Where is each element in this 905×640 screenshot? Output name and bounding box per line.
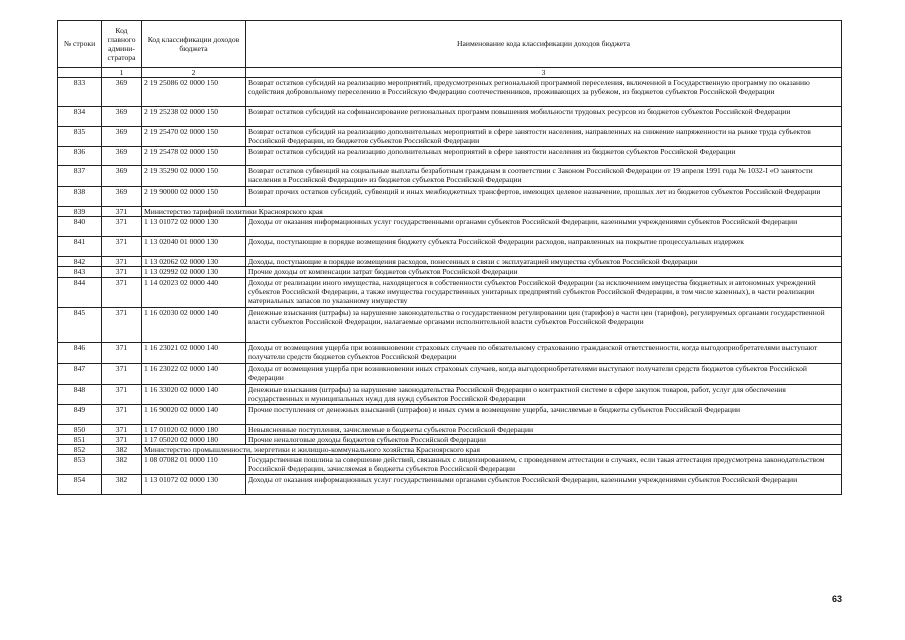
- classification-code-cell: 2 19 25470 02 0000 150: [142, 127, 246, 147]
- row-number-cell: 854: [58, 475, 102, 495]
- classification-code-cell: 2 19 90000 02 0000 150: [142, 187, 246, 207]
- admin-code-cell: 371: [102, 307, 142, 342]
- table-row: [58, 363, 842, 384]
- row-number-cell: 845: [58, 307, 102, 342]
- row-number-cell: 850: [58, 424, 102, 434]
- table-row: [58, 434, 842, 444]
- classification-code-cell: 1 13 01072 02 0000 130: [142, 217, 246, 237]
- row-number-cell: 842: [58, 257, 102, 267]
- column-number-3: 3: [246, 68, 842, 78]
- table-row: [58, 107, 842, 127]
- classification-code-cell: 1 16 23021 02 0000 140: [142, 342, 246, 363]
- code-name-cell: Доходы от реализации иного имущества, находящегося в собственности субъектов Российской Федерации (за исключением имущества бюджетных и автономных учреждений субъектов Российской Федерации, а также имущества государственных унитарных предприятий субъектов Российской Федерации, в том числе казенных), в части реализации материальных запасов по указанному имуществу: [246, 277, 842, 307]
- ministry-name-cell: Министерство промышленности, энергетики и жилищно-коммунального хозяйства Красноярского края: [142, 445, 842, 455]
- row-number-cell: 836: [58, 147, 102, 166]
- admin-code-cell: 382: [102, 445, 142, 455]
- header-classification-code: Код классификации доходов бюджета: [142, 21, 246, 68]
- column-number-2: 2: [142, 68, 246, 78]
- header-code-name: Наименование кода классификации доходов бюджета: [246, 21, 842, 68]
- table-row: [58, 166, 842, 187]
- code-name-cell: Доходы от оказания информационных услуг государственными органами субъектов Российской Федерации, казенными учреждениями субъектов Российской Федерации: [246, 475, 842, 495]
- row-number-cell: 852: [58, 445, 102, 455]
- row-number-cell: 833: [58, 78, 102, 107]
- code-name-cell: Доходы от возмещения ущерба при возникновении страховых случаев по обязательному страхованию гражданской ответственности, когда выгодоприобретателями выступают получатели средств бюджетов субъектов Российской Федерации: [246, 342, 842, 363]
- classification-code-cell: 1 08 07082 01 0000 110: [142, 455, 246, 475]
- row-number-cell: 847: [58, 363, 102, 384]
- row-number-cell: 849: [58, 404, 102, 424]
- table-row: [58, 237, 842, 257]
- classification-code-cell: 1 13 02040 01 0000 130: [142, 237, 246, 257]
- row-number-cell: 839: [58, 207, 102, 217]
- row-number-cell: 838: [58, 187, 102, 207]
- admin-code-cell: 369: [102, 187, 142, 207]
- column-number-1: 1: [102, 68, 142, 78]
- code-name-cell: Доходы, поступающие в порядке возмещения расходов, понесенных в связи с эксплуатацией имущества субъектов Российской Федерации: [246, 257, 842, 267]
- admin-code-cell: 369: [102, 166, 142, 187]
- table-row: [58, 257, 842, 267]
- classification-code-cell: 2 19 25086 02 0000 150: [142, 78, 246, 107]
- code-name-cell: Возврат остатков субсидий на софинансирование региональных программ повышения мобильности трудовых ресурсов из бюджетов субъектов Российской Федерации: [246, 107, 842, 127]
- classification-code-cell: 1 16 02030 02 0000 140: [142, 307, 246, 342]
- classification-code-cell: 1 16 90020 02 0000 140: [142, 404, 246, 424]
- table-row: [58, 147, 842, 166]
- row-number-cell: 853: [58, 455, 102, 475]
- classification-code-cell: 1 17 05020 02 0000 180: [142, 434, 246, 444]
- code-name-cell: Возврат остатков субсидий на реализацию мероприятий, предусмотренных региональной программой переселения, включенной в Государственную программу по оказанию содействия добровольному переселению в Российскую Федерацию соотечественников, проживающих за рубежом, из бюджетов субъектов Российской Федерации: [246, 78, 842, 107]
- admin-code-cell: 371: [102, 363, 142, 384]
- row-number-cell: 848: [58, 384, 102, 404]
- admin-code-cell: 371: [102, 237, 142, 257]
- admin-code-cell: 369: [102, 147, 142, 166]
- admin-code-cell: 371: [102, 434, 142, 444]
- classification-code-cell: 1 17 01020 02 0000 180: [142, 424, 246, 434]
- classification-code-cell: 1 16 23022 02 0000 140: [142, 363, 246, 384]
- table-row: [58, 217, 842, 237]
- admin-code-cell: 371: [102, 384, 142, 404]
- code-name-cell: Доходы, поступающие в порядке возмещения бюджету субъекта Российской Федерации расходов, направленных на покрытие процессуальных издержек: [246, 237, 842, 257]
- classification-code-cell: 1 13 02062 02 0000 130: [142, 257, 246, 267]
- row-number-cell: 835: [58, 127, 102, 147]
- code-name-cell: Доходы от возмещения ущерба при возникновении иных страховых случаев, когда выгодоприобретателями выступают получатели средств бюджетов субъектов Российской Федерации: [246, 363, 842, 384]
- row-number-cell: 851: [58, 434, 102, 444]
- code-name-cell: Возврат остатков субсидий на реализацию дополнительных мероприятий в сфере занятости населения, направленных на снижение напряженности на рынке труда субъектов Российской Федерации, из бюджетов субъектов Российской Федерации: [246, 127, 842, 147]
- table-row: [58, 404, 842, 424]
- admin-code-cell: 371: [102, 207, 142, 217]
- table-row: [58, 475, 842, 495]
- code-name-cell: Невыясненные поступления, зачисляемые в бюджеты субъектов Российской Федерации: [246, 424, 842, 434]
- table-body: [58, 78, 842, 495]
- column-number-row: [58, 68, 842, 78]
- header-row: [58, 21, 842, 68]
- admin-code-cell: 371: [102, 257, 142, 267]
- table-row: [58, 127, 842, 147]
- row-number-cell: 841: [58, 237, 102, 257]
- column-number-blank: [58, 68, 102, 78]
- table-row: [58, 207, 842, 217]
- classification-code-cell: 1 14 02023 02 0000 440: [142, 277, 246, 307]
- admin-code-cell: 371: [102, 342, 142, 363]
- code-name-cell: Денежные взыскания (штрафы) за нарушение законодательства Российской Федерации о контрактной системе в сфере закупок товаров, работ, услуг для обеспечения государственных и муниципальных нужд для нужд субъектов Российской Федерации: [246, 384, 842, 404]
- code-name-cell: Государственная пошлина за совершение действий, связанных с лицензированием, с проведением аттестации в случаях, если такая аттестация предусмотрена законодательством Российской Федерации, зачисляемая в бюджеты субъектов Российской Федерации: [246, 455, 842, 475]
- table-row: [58, 307, 842, 342]
- row-number-cell: 840: [58, 217, 102, 237]
- code-name-cell: Прочие доходы от компенсации затрат бюджетов субъектов Российской Федерации: [246, 267, 842, 277]
- row-number-cell: 844: [58, 277, 102, 307]
- classification-code-cell: 2 19 25478 02 0000 150: [142, 147, 246, 166]
- admin-code-cell: 371: [102, 404, 142, 424]
- code-name-cell: Доходы от оказания информационных услуг государственными органами субъектов Российской Федерации, казенными учреждениями субъектов Российской Федерации: [246, 217, 842, 237]
- classification-code-cell: 1 13 01072 02 0000 130: [142, 475, 246, 495]
- admin-code-cell: 371: [102, 424, 142, 434]
- admin-code-cell: 369: [102, 78, 142, 107]
- classification-code-cell: 2 19 35290 02 0000 150: [142, 166, 246, 187]
- admin-code-cell: 371: [102, 277, 142, 307]
- code-name-cell: Прочие неналоговые доходы бюджетов субъектов Российской Федерации: [246, 434, 842, 444]
- table-row: [58, 424, 842, 434]
- admin-code-cell: 382: [102, 475, 142, 495]
- admin-code-cell: 382: [102, 455, 142, 475]
- table-row: [58, 277, 842, 307]
- admin-code-cell: 369: [102, 107, 142, 127]
- row-number-cell: 843: [58, 267, 102, 277]
- table-row: [58, 78, 842, 107]
- revenue-classification-table: [57, 20, 842, 495]
- classification-code-cell: 1 13 02992 02 0000 130: [142, 267, 246, 277]
- table-row: [58, 455, 842, 475]
- code-name-cell: Денежные взыскания (штрафы) за нарушение законодательства о государственном регулировании цен (тарифов) в части цен (тарифов), регулируемых органами государственной власти субъектов Российской Федерации, налагаемые органами исполнительной власти субъектов Российской Федерации: [246, 307, 842, 342]
- page-number: 63: [832, 594, 843, 604]
- table-row: [58, 445, 842, 455]
- table-row: [58, 267, 842, 277]
- classification-code-cell: 2 19 25238 02 0000 150: [142, 107, 246, 127]
- classification-code-cell: 1 16 33020 02 0000 140: [142, 384, 246, 404]
- table-row: [58, 342, 842, 363]
- header-admin-code: Код главного админи-стратора: [102, 21, 142, 68]
- code-name-cell: Возврат остатков субсидий на реализацию дополнительных мероприятий в сфере занятости населения из бюджетов субъектов Российской Федерации: [246, 147, 842, 166]
- row-number-cell: 846: [58, 342, 102, 363]
- code-name-cell: Возврат прочих остатков субсидий, субвенций и иных межбюджетных трансфертов, имеющих целевое назначение, прошлых лет из бюджетов субъектов Российской Федерации: [246, 187, 842, 207]
- code-name-cell: Возврат остатков субвенций на социальные выплаты безработным гражданам в соответствии с Законом Российской Федерации от 19 апреля 1991 года № 1032-I «О занятости населения в Российской Федерации» из бюджетов субъектов Российской Федерации: [246, 166, 842, 187]
- row-number-cell: 834: [58, 107, 102, 127]
- admin-code-cell: 369: [102, 127, 142, 147]
- admin-code-cell: 371: [102, 267, 142, 277]
- row-number-cell: 837: [58, 166, 102, 187]
- header-row-number: № строки: [58, 21, 102, 68]
- ministry-name-cell: Министерство тарифной политики Красноярского края: [142, 207, 842, 217]
- table-row: [58, 384, 842, 404]
- code-name-cell: Прочие поступления от денежных взысканий (штрафов) и иных сумм в возмещение ущерба, зачисляемые в бюджеты субъектов Российской Федерации: [246, 404, 842, 424]
- table-row: [58, 187, 842, 207]
- admin-code-cell: 371: [102, 217, 142, 237]
